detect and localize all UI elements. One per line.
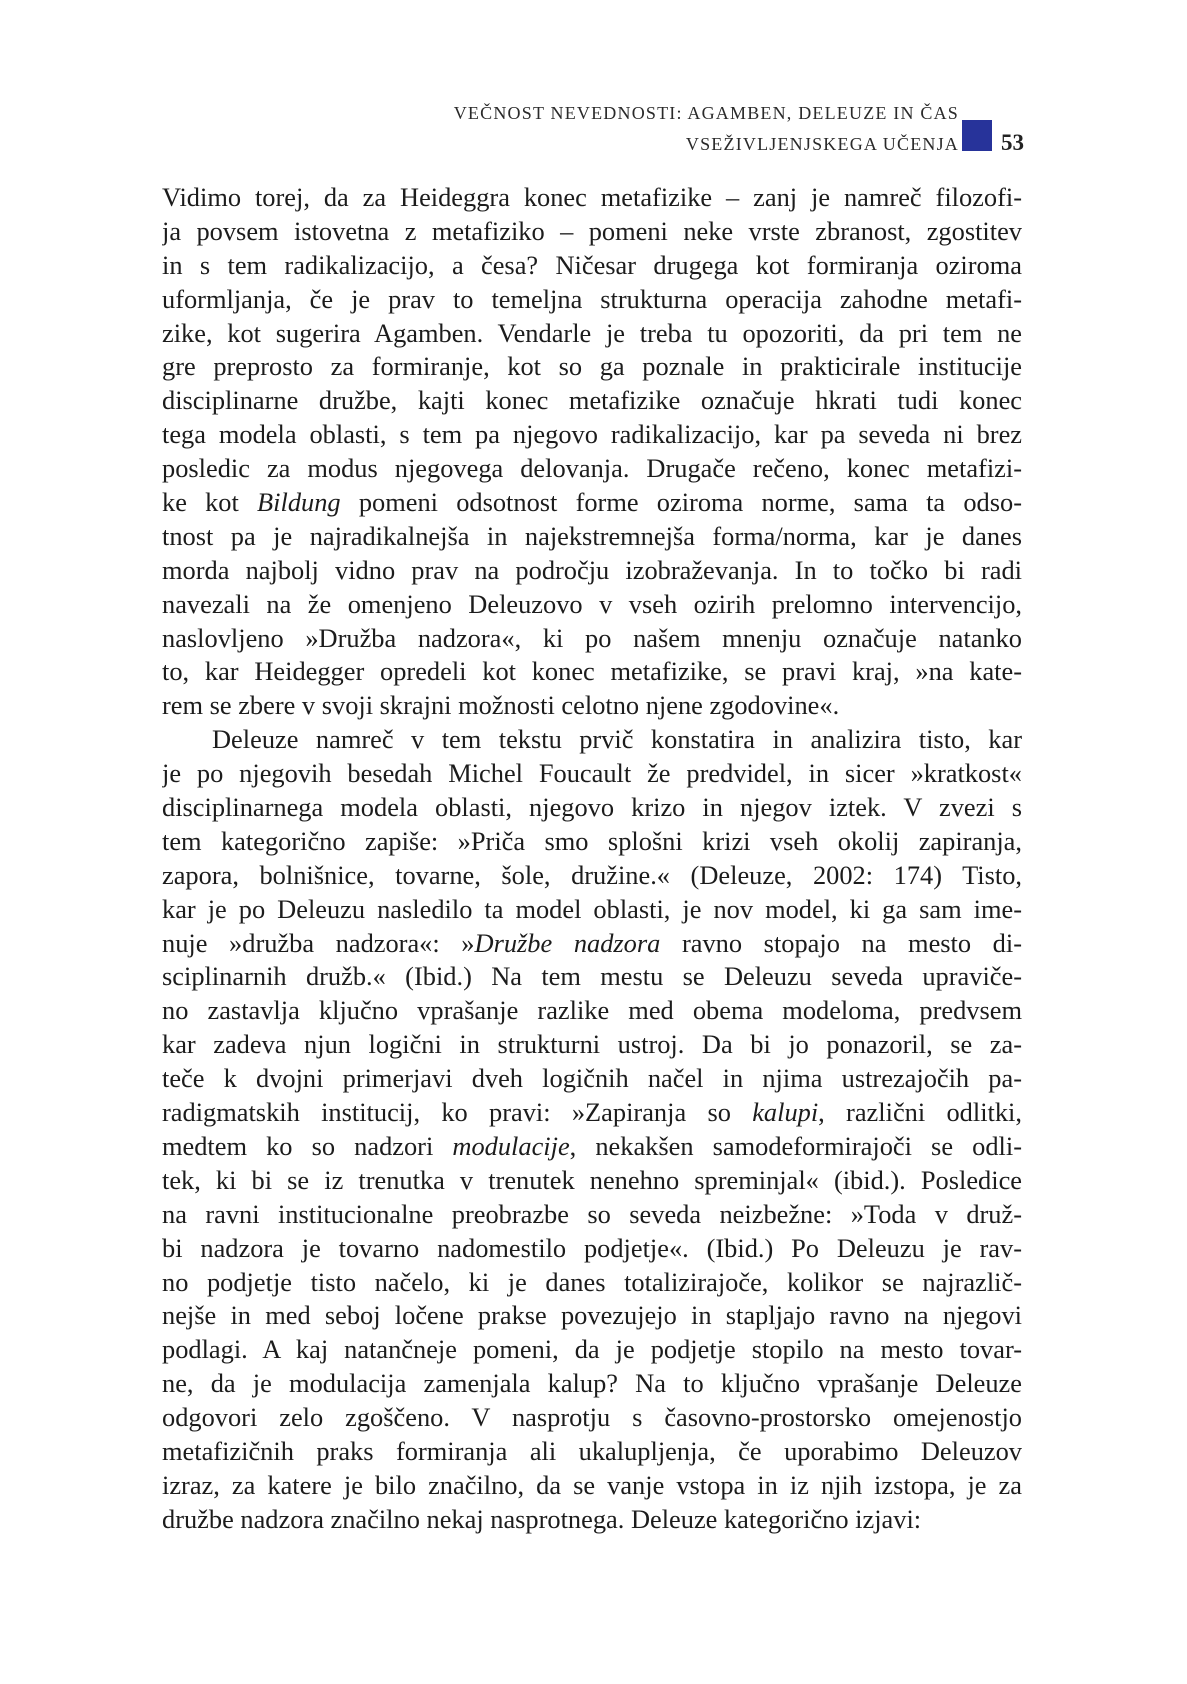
text-run: nejše in med seboj ločene prakse povezujejo in stapljajo ravno na njegovi: [162, 1300, 1022, 1331]
text-line: [162, 723, 1022, 757]
text-run: je po njegovih besedah Michel Foucault že predvidel, in sicer »kratkost«: [162, 758, 1022, 789]
text-line: [162, 181, 1022, 215]
text-line: [162, 1469, 1022, 1503]
text-line: [162, 689, 1022, 723]
text-run: Deleuze namreč v tem tekstu prvič konstatira in analizira tisto, kar: [212, 724, 1022, 755]
running-head-color-block: [962, 120, 992, 151]
text-run: na ravni institucionalne preobrazbe so seveda neizbežne: »Toda v druž-: [162, 1198, 1022, 1229]
text-line: [162, 1299, 1022, 1333]
text-line: [162, 283, 1022, 317]
text-line: [162, 994, 1022, 1028]
text-run: sciplinarnih družb.« (Ibid.) Na tem mestu se Deleuzu seveda upraviče-: [162, 961, 1022, 992]
text-line: [162, 1435, 1022, 1469]
paragraph: [162, 181, 1022, 723]
text-run: no zastavlja ključno vprašanje razlike med obema modeloma, predvsem: [162, 995, 1022, 1026]
text-line: [162, 825, 1022, 859]
text-run: pomeni odsotnost forme oziroma norme, sama ta odso-: [340, 487, 1022, 518]
text-line: [162, 1096, 1022, 1130]
text-run: , nekakšen samodeformirajoči se odli-: [569, 1130, 1022, 1161]
text-run: odgovori zelo zgoščeno. V nasprotju s časovno-prostorsko omejenostjo: [162, 1402, 1022, 1433]
paragraph: [162, 723, 1022, 1536]
text-run: , različni odlitki,: [818, 1097, 1022, 1128]
text-line: [162, 452, 1022, 486]
text-run: tega modela oblasti, s tem pa njegovo radikalizacijo, kar pa seveda ni brez: [162, 419, 1022, 450]
text-run: naslovljeno »Družba nadzora«, ki po našem mnenju označuje natanko: [162, 622, 1022, 653]
text-run: zike, kot sugerira Agamben. Vendarle je treba tu opozoriti, da pri tem ne: [162, 317, 1022, 348]
italic-text: modulacije: [452, 1130, 570, 1161]
text-line: [162, 1503, 1022, 1537]
text-line: [162, 927, 1022, 961]
italic-text: Družbe nadzora: [474, 927, 661, 958]
text-line: [162, 486, 1022, 520]
text-line: [162, 622, 1022, 656]
text-run: morda najbolj vidno prav na področju izobraževanja. In to točko bi radi: [162, 554, 1022, 585]
text-line: [162, 418, 1022, 452]
text-run: Vidimo torej, da za Heideggra konec metafizike – zanj je namreč filozofi-: [162, 182, 1022, 212]
text-run: metafizičnih praks formiranja ali ukalupljenja, če uporabimo Deleuzov: [162, 1435, 1022, 1466]
text-run: družbe nadzora značilno nekaj nasprotnega. Deleuze kategorično izjavi:: [162, 1503, 922, 1534]
text-run: tem kategorično zapiše: »Priča smo splošni krizi vseh okolij zapiranja,: [162, 825, 1022, 856]
text-line: [162, 1333, 1022, 1367]
text-run: bi nadzora je tovarno nadomestilo podjetje«. (Ibid.) Po Deleuzu je rav-: [162, 1232, 1022, 1263]
text-run: izraz, za katere je bilo značilno, da se vanje vstopa in iz njih izstopa, je za: [162, 1469, 1022, 1500]
text-line: [162, 859, 1022, 893]
text-line: [162, 1266, 1022, 1300]
running-head-line-2: VSEŽIVLJENJSKEGA UČENJA: [685, 134, 959, 154]
text-line: [162, 655, 1022, 689]
running-head: [454, 98, 959, 160]
text-line: [162, 1367, 1022, 1401]
text-line: [162, 520, 1022, 554]
text-run: ne, da je modulacija zamenjala kalup? Na to ključno vprašanje Deleuze: [162, 1368, 1022, 1399]
text-run: podlagi. A kaj natančneje pomeni, da je podjetje stopilo na mesto tovar-: [162, 1334, 1022, 1365]
text-run: posledic za modus njegovega delovanja. Drugače rečeno, konec metafizi-: [162, 453, 1022, 484]
text-run: teče k dvojni primerjavi dveh logičnih načel in njima ustrezajočih pa-: [162, 1063, 1022, 1094]
running-head-line-1: VEČNOST NEVEDNOSTI: AGAMBEN, DELEUZE IN ČAS: [453, 103, 959, 123]
text-line: [162, 1401, 1022, 1435]
text-run: ja povsem istovetna z metafiziko – pomeni neke vrste zbranost, zgostitev: [162, 215, 1022, 246]
text-line: [162, 1198, 1022, 1232]
text-line: [162, 384, 1022, 418]
text-line: [162, 1062, 1022, 1096]
text-line: [162, 1232, 1022, 1266]
text-run: zapora, bolnišnice, tovarne, šole, družine.« (Deleuze, 2002: 174) Tisto,: [162, 859, 1022, 890]
text-run: tek, ki bi se iz trenutka v trenutek nenehno spreminjal« (ibid.). Posledice: [162, 1164, 1022, 1195]
text-line: [162, 893, 1022, 927]
text-line: [162, 350, 1022, 384]
text-line: [162, 317, 1022, 351]
text-run: disciplinarnega modela oblasti, njegovo krizo in njegov iztek. V zvezi s: [162, 792, 1022, 823]
text-line: [162, 215, 1022, 249]
text-line: [162, 1028, 1022, 1062]
text-line: [162, 1164, 1022, 1198]
text-run: nuje »družba nadzora«: »: [162, 927, 475, 958]
text-run: no podjetje tisto načelo, ki je danes totalizirajoče, kolikor se najrazlič-: [162, 1266, 1022, 1297]
text-run: tnost pa je najradikalnejša in najekstremnejša forma/norma, kar je danes: [162, 520, 1022, 551]
text-line: [162, 554, 1022, 588]
text-run: in s tem radikalizacijo, a česa? Ničesar drugega kot formiranja oziroma: [162, 249, 1022, 280]
text-run: gre preprosto za formiranje, kot so ga poznale in prakticirale institucije: [162, 351, 1022, 382]
text-run: rem se zbere v svoji skrajni možnosti celotno njene zgodovine«.: [162, 690, 840, 721]
text-line: [162, 588, 1022, 622]
text-run: navezali na že omenjeno Deleuzovo v vseh ozirih prelomno intervencijo,: [162, 588, 1022, 619]
page-number: 53: [1001, 130, 1024, 155]
text-line: [162, 1130, 1022, 1164]
italic-text: kalupi: [752, 1097, 819, 1128]
text-run: ke kot: [162, 487, 258, 518]
text-run: uformljanja, če je prav to temeljna strukturna operacija zahodne metafi-: [162, 283, 1022, 314]
text-run: medtem ko so nadzori: [162, 1130, 453, 1161]
text-line: [162, 249, 1022, 283]
text-run: radigmatskih institucij, ko pravi: »Zapiranja so: [162, 1097, 753, 1128]
text-line: [162, 757, 1022, 791]
body-text: [162, 181, 1022, 1537]
text-run: kar je po Deleuzu nasledilo ta model oblasti, je nov model, ki ga sam ime-: [162, 893, 1022, 924]
italic-text: Bildung: [257, 487, 341, 518]
text-line: [162, 791, 1022, 825]
text-line: [162, 960, 1022, 994]
text-run: disciplinarne družbe, kajti konec metafizike označuje hkrati tudi konec: [162, 385, 1022, 416]
text-run: to, kar Heidegger opredeli kot konec metafizike, se pravi kraj, »na kate-: [162, 656, 1022, 687]
text-run: ravno stopajo na mesto di-: [660, 927, 1022, 958]
text-run: kar zadeva njun logični in strukturni ustroj. Da bi jo ponazoril, se za-: [162, 1029, 1022, 1060]
